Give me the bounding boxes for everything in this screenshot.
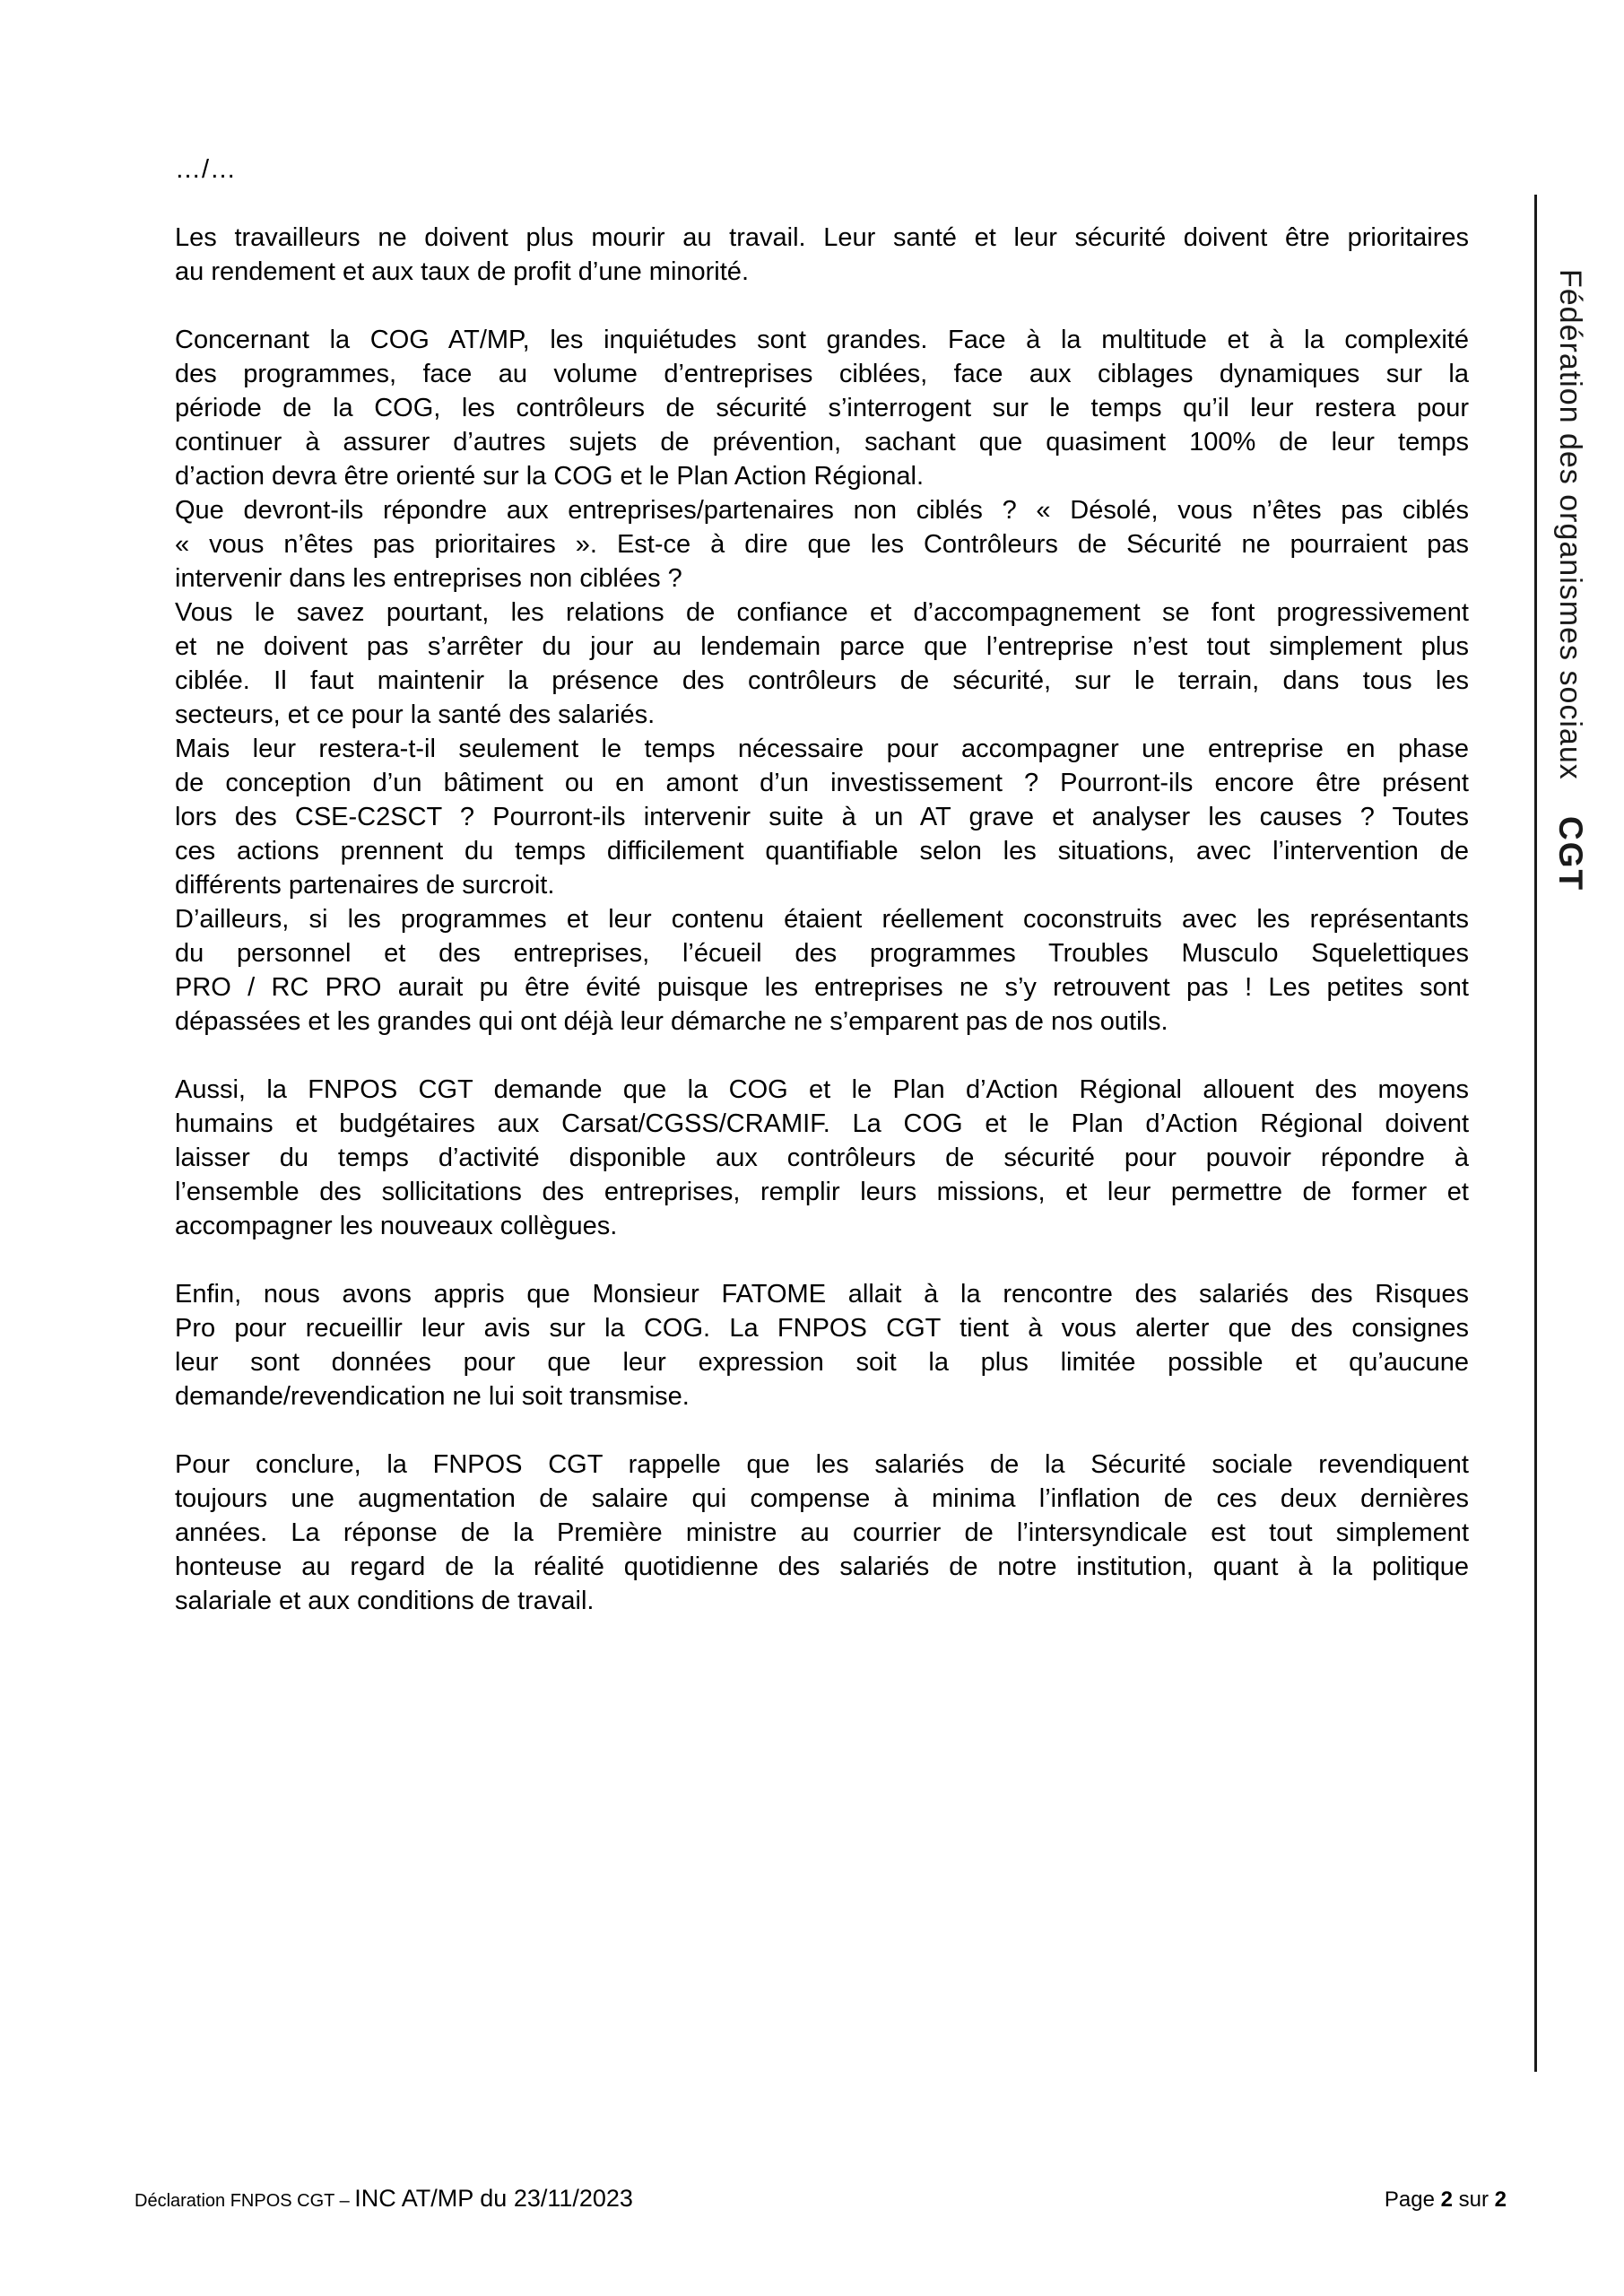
page-word: Page bbox=[1384, 2187, 1441, 2212]
body-paragraph bbox=[175, 323, 1469, 493]
footer-doc-title: INC AT/MP du 23/11/2023 bbox=[354, 2185, 633, 2212]
document-body bbox=[175, 152, 1469, 1618]
body-line: intervenir dans les entreprises non ciblées ? bbox=[175, 564, 682, 593]
body-line: Mais leur restera-t-il seulement le temps nécessaire pour accompagner une entreprise en phase bbox=[175, 735, 1469, 763]
body-line: Concernant la COG AT/MP, les inquiétudes sont grandes. Face à la multitude et à la complexité bbox=[175, 326, 1469, 354]
paragraph-block bbox=[175, 1448, 1469, 1618]
body-line: des programmes, face au volume d’entreprises ciblées, face aux ciblages dynamiques sur la bbox=[175, 360, 1469, 388]
body-paragraph bbox=[175, 493, 1469, 596]
body-paragraph bbox=[175, 1073, 1469, 1243]
body-line: continuer à assurer d’autres sujets de prévention, sachant que quasiment 100% de leur temps bbox=[175, 428, 1469, 457]
body-line: période de la COG, les contrôleurs de sécurité s’interrogent sur le temps qu’il leur restera pour bbox=[175, 394, 1469, 422]
paragraph-block bbox=[175, 323, 1469, 1039]
body-line: années. La réponse de la Première ministre au courrier de l’intersyndicale est tout simplement bbox=[175, 1518, 1469, 1547]
body-line: laisser du temps d’activité disponible aux contrôleurs de sécurité pour pouvoir répondre à bbox=[175, 1144, 1469, 1172]
sidebar-vertical-text bbox=[1551, 269, 1589, 891]
body-paragraph bbox=[175, 902, 1469, 1039]
paragraph-block bbox=[175, 1277, 1469, 1413]
body-line: ciblée. Il faut maintenir la présence des contrôleurs de sécurité, sur le terrain, dans tous les bbox=[175, 666, 1469, 695]
body-paragraph bbox=[175, 1277, 1469, 1413]
body-line: du personnel et des entreprises, l’écueil des programmes Troubles Musculo Squelettiques bbox=[175, 939, 1469, 968]
body-line: de conception d’un bâtiment ou en amont d’un investissement ? Pourront-ils encore être présent bbox=[175, 769, 1469, 797]
body-line: honteuse au regard de la réalité quotidienne des salariés de notre institution, quant à la politique bbox=[175, 1552, 1469, 1581]
page-total: 2 bbox=[1494, 2187, 1507, 2212]
body-line: accompagner les nouveaux collègues. bbox=[175, 1212, 618, 1240]
body-line: différents partenaires de surcroit. bbox=[175, 871, 555, 900]
body-line: Aussi, la FNPOS CGT demande que la COG et le Plan d’Action Régional allouent des moyens bbox=[175, 1075, 1469, 1104]
page-footer bbox=[135, 2185, 1507, 2213]
footer-document-title bbox=[135, 2185, 633, 2213]
body-paragraph bbox=[175, 596, 1469, 732]
body-line: « vous n’êtes pas prioritaires ». Est-ce à dire que les Contrôleurs de Sécurité ne pourraient pas bbox=[175, 530, 1469, 559]
body-paragraphs bbox=[175, 221, 1469, 1618]
body-line: Enfin, nous avons appris que Monsieur FATOME allait à la rencontre des salariés des Risques bbox=[175, 1280, 1469, 1309]
body-line: lors des CSE-C2SCT ? Pourront-ils intervenir suite à un AT grave et analyser les causes ? Toutes bbox=[175, 803, 1469, 831]
body-line: PRO / RC PRO aurait pu être évité puisque les entreprises ne s’y retrouvent pas ! Les petites sont bbox=[175, 973, 1469, 1002]
body-line: au rendement et aux taux de profit d’une minorité. bbox=[175, 257, 749, 286]
page-number: 2 bbox=[1440, 2187, 1453, 2212]
body-line: salariale et aux conditions de travail. bbox=[175, 1587, 595, 1615]
body-line: Vous le savez pourtant, les relations de confiance et d’accompagnement se font progressivement bbox=[175, 598, 1469, 627]
body-line: toujours une augmentation de salaire qui compense à minima l’inflation de ces deux dernières bbox=[175, 1484, 1469, 1513]
body-paragraph bbox=[175, 221, 1469, 289]
body-line: Pour conclure, la FNPOS CGT rappelle que les salariés de la Sécurité sociale revendiquent bbox=[175, 1450, 1469, 1479]
paragraph-block bbox=[175, 221, 1469, 289]
continuation-mark: …/… bbox=[175, 155, 238, 184]
body-line: secteurs, et ce pour la santé des salariés. bbox=[175, 700, 656, 729]
body-line: et ne doivent pas s’arrêter du jour au lendemain parce que l’entreprise n’est tout simplement plus bbox=[175, 632, 1469, 661]
body-line: l’ensemble des sollicitations des entreprises, remplir leurs missions, et leur permettre de former et bbox=[175, 1178, 1469, 1206]
body-paragraph bbox=[175, 732, 1469, 902]
body-line: Les travailleurs ne doivent plus mourir au travail. Leur santé et leur sécurité doivent être prioritaires bbox=[175, 223, 1469, 252]
body-line: D’ailleurs, si les programmes et leur contenu étaient réellement coconstruits avec les représentants bbox=[175, 905, 1469, 934]
body-line: dépassées et les grandes qui ont déjà leur démarche ne s’emparent pas de nos outils. bbox=[175, 1007, 1168, 1036]
body-line: humains et budgétaires aux Carsat/CGSS/CRAMIF. La COG et le Plan d’Action Régional doivent bbox=[175, 1109, 1469, 1138]
body-line: d’action devra être orienté sur la COG et le Plan Action Régional. bbox=[175, 462, 925, 491]
body-line: ces actions prennent du temps difficilement quantifiable selon les situations, avec l’intervention de bbox=[175, 837, 1469, 865]
paragraph-block bbox=[175, 1073, 1469, 1243]
sidebar-divider-line bbox=[1534, 195, 1537, 2072]
body-line: Que devront-ils répondre aux entreprises/partenaires non ciblés ? « Désolé, vous n’êtes pas ciblés bbox=[175, 496, 1469, 525]
federation-label: Fédération des organismes sociaux bbox=[1553, 269, 1587, 780]
footer-page-indicator bbox=[1385, 2187, 1507, 2213]
body-line: Pro pour recueillir leur avis sur la COG. La FNPOS CGT tient à vous alerter que des consignes bbox=[175, 1314, 1469, 1343]
body-paragraph bbox=[175, 1448, 1469, 1618]
page-infix: sur bbox=[1452, 2187, 1495, 2212]
union-label: CGT bbox=[1552, 815, 1589, 891]
body-line: demande/revendication ne lui soit transmise. bbox=[175, 1382, 690, 1411]
footer-doc-label: Déclaration FNPOS CGT – bbox=[135, 2191, 355, 2211]
body-line: leur sont données pour que leur expression soit la plus limitée possible et qu’aucune bbox=[175, 1348, 1469, 1377]
